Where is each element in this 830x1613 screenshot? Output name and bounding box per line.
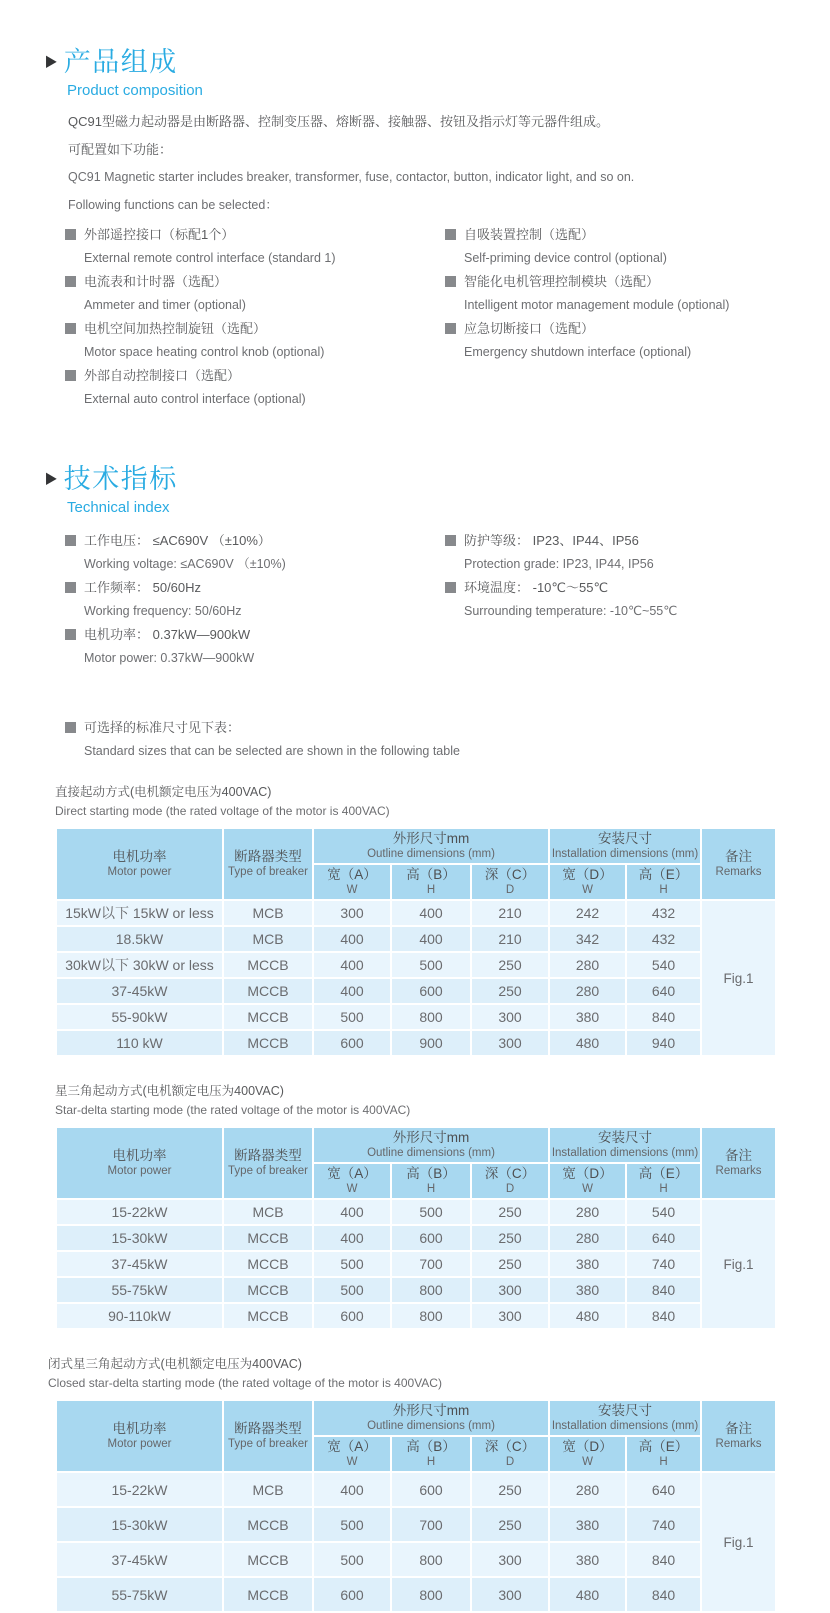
table-cell: MCCB — [223, 1030, 313, 1056]
section-title-en: Product composition — [67, 82, 203, 99]
table-row — [56, 1507, 776, 1542]
bullet-item — [65, 368, 445, 406]
table-cell: MCCB — [223, 1004, 313, 1030]
table-header-motor-power: 电机功率 Motor power — [56, 828, 223, 900]
table-cell: 640 — [626, 978, 701, 1004]
table-cell: 300 — [471, 1542, 549, 1577]
bullet-text-zh: 外部自动控制接口（选配） — [84, 368, 241, 383]
bullet-text-zh: 智能化电机管理控制模块（选配） — [464, 274, 660, 289]
table-cell: MCCB — [223, 1277, 313, 1303]
paragraph: QC91 Magnetic starter includes breaker, transformer, fuse, contactor, button, indicator light, and so on. — [68, 170, 635, 184]
table-cell: 37-45kW — [56, 978, 223, 1004]
table-cell: 30kW以下 30kW or less — [56, 952, 223, 978]
table-subheader: 宽（D） W — [549, 864, 626, 900]
table-cell: 840 — [626, 1303, 701, 1329]
table-cell: 400 — [313, 952, 391, 978]
bullet-text-zh: 应急切断接口（选配） — [464, 321, 595, 336]
table-row — [56, 1225, 776, 1251]
table-row — [56, 952, 776, 978]
square-bullet-icon — [65, 370, 76, 381]
bullet-item — [65, 274, 445, 312]
triangle-bullet-icon: ▶ — [46, 50, 57, 69]
dimensions-table-star-delta — [55, 1126, 777, 1330]
table-cell: 600 — [391, 1225, 471, 1251]
bullet-text-en: Intelligent motor management module (optional) — [464, 298, 730, 312]
caption-en: Star-delta starting mode (the rated voltage of the motor is 400VAC) — [55, 1103, 411, 1117]
table-subheader: 高（B） H — [391, 1163, 471, 1199]
note-en: Standard sizes that can be selected are shown in the following table — [84, 744, 460, 758]
table-cell: 110 kW — [56, 1030, 223, 1056]
bullet-text-zh: 外部遥控接口（标配1个） — [84, 227, 235, 242]
table-row — [56, 1251, 776, 1277]
section-title-zh: 技术指标 — [63, 464, 178, 494]
table-cell: 840 — [626, 1542, 701, 1577]
table-cell: 540 — [626, 952, 701, 978]
paragraph: Following functions can be selected： — [68, 198, 278, 212]
table-cell: 800 — [391, 1277, 471, 1303]
bullet-item — [65, 627, 445, 665]
table-remark-cell: Fig.1 — [701, 1199, 776, 1329]
table-cell: 840 — [626, 1277, 701, 1303]
table-cell: 800 — [391, 1303, 471, 1329]
table-cell: 500 — [313, 1004, 391, 1030]
table-cell: 840 — [626, 1577, 701, 1612]
bullet-item — [445, 274, 805, 312]
table-caption-closed-star-delta — [48, 1357, 830, 1390]
table-cell: 400 — [313, 1472, 391, 1507]
table-cell: 15-30kW — [56, 1225, 223, 1251]
table-cell: 342 — [549, 926, 626, 952]
table-cell: 432 — [626, 900, 701, 926]
caption-en: Closed star-delta starting mode (the rated voltage of the motor is 400VAC) — [48, 1376, 442, 1390]
square-bullet-icon — [445, 276, 456, 287]
table-cell: 37-45kW — [56, 1542, 223, 1577]
table-subheader: 宽（A） W — [313, 864, 391, 900]
table-cell: 940 — [626, 1030, 701, 1056]
table-cell: 800 — [391, 1542, 471, 1577]
table-cell: 800 — [391, 1004, 471, 1030]
table-cell: 300 — [471, 1577, 549, 1612]
square-bullet-icon — [65, 582, 76, 593]
table-header-motor-power: 电机功率 Motor power — [56, 1400, 223, 1472]
table-cell: 250 — [471, 978, 549, 1004]
square-bullet-icon — [65, 323, 76, 334]
table-subheader: 深（C） D — [471, 864, 549, 900]
table-header-breaker-type: 断路器类型 Type of breaker — [223, 828, 313, 900]
table-subheader: 宽（A） W — [313, 1436, 391, 1472]
table-cell: 380 — [549, 1542, 626, 1577]
table-cell: 500 — [391, 952, 471, 978]
triangle-bullet-icon: ▶ — [46, 467, 57, 486]
bullet-item — [65, 533, 445, 571]
table-row — [56, 926, 776, 952]
square-bullet-icon — [445, 582, 456, 593]
table-cell: MCB — [223, 926, 313, 952]
table-cell: 600 — [313, 1030, 391, 1056]
table-cell: 300 — [471, 1303, 549, 1329]
table-cell: 250 — [471, 952, 549, 978]
table-cell: 280 — [549, 952, 626, 978]
table-header-outline-dimensions: 外形尺寸mm Outline dimensions (mm) — [313, 1400, 549, 1436]
bullet-text-zh: 工作频率： 50/60Hz — [84, 580, 202, 595]
table-header-outline-dimensions: 外形尺寸mm Outline dimensions (mm) — [313, 828, 549, 864]
table-row — [56, 1199, 776, 1225]
bullet-text-en: External remote control interface (standard 1) — [84, 251, 336, 265]
table-subheader: 宽（D） W — [549, 1163, 626, 1199]
table-row — [56, 1030, 776, 1056]
table-cell: 480 — [549, 1303, 626, 1329]
table-cell: MCB — [223, 900, 313, 926]
table-header-row — [56, 1400, 776, 1436]
table-remark-cell: Fig.1 — [701, 1472, 776, 1612]
table-cell: 380 — [549, 1004, 626, 1030]
table-cell: 500 — [313, 1277, 391, 1303]
bullet-item — [65, 580, 445, 618]
table-subheader: 高（E） H — [626, 1163, 701, 1199]
table-cell: 300 — [471, 1004, 549, 1030]
bullet-item — [445, 321, 805, 359]
table-cell: 250 — [471, 1225, 549, 1251]
table-subheader: 高（B） H — [391, 1436, 471, 1472]
table-cell: 55-75kW — [56, 1277, 223, 1303]
square-bullet-icon — [65, 722, 76, 733]
table-cell: 600 — [313, 1303, 391, 1329]
table-cell: 300 — [471, 1030, 549, 1056]
table-cell: 15-30kW — [56, 1507, 223, 1542]
table-cell: 380 — [549, 1277, 626, 1303]
table-cell: 250 — [471, 1251, 549, 1277]
table-subheader: 深（C） D — [471, 1436, 549, 1472]
standard-sizes-note — [65, 720, 830, 758]
table-cell: 300 — [313, 900, 391, 926]
table-cell: MCCB — [223, 1542, 313, 1577]
table-cell: 250 — [471, 1507, 549, 1542]
feature-list — [65, 227, 830, 415]
square-bullet-icon — [445, 535, 456, 546]
square-bullet-icon — [65, 629, 76, 640]
table-caption-star-delta — [55, 1084, 830, 1117]
paragraph: 可配置如下功能： — [68, 142, 173, 157]
table-cell: 740 — [626, 1251, 701, 1277]
bullet-item — [445, 227, 805, 265]
table-row — [56, 1472, 776, 1507]
dimensions-table-closed-star-delta — [55, 1399, 777, 1613]
intro-paragraphs — [68, 114, 830, 213]
bullet-item — [65, 321, 445, 359]
table-cell: 18.5kW — [56, 926, 223, 952]
spec-list — [65, 533, 830, 674]
bullet-text-en: External auto control interface (optional) — [84, 392, 306, 406]
table-cell: 400 — [313, 1225, 391, 1251]
table-subheader: 宽（A） W — [313, 1163, 391, 1199]
table-cell: 500 — [313, 1507, 391, 1542]
bullet-text-en: Self-priming device control (optional) — [464, 251, 667, 265]
table-cell: 380 — [549, 1507, 626, 1542]
table-cell: 400 — [391, 926, 471, 952]
table-remark-cell: Fig.1 — [701, 900, 776, 1056]
table-cell: 640 — [626, 1225, 701, 1251]
table-subheader: 深（C） D — [471, 1163, 549, 1199]
bullet-text-en: Working frequency: 50/60Hz — [84, 604, 242, 618]
bullet-text-en: Motor space heating control knob (optional) — [84, 345, 325, 359]
table-cell: 55-75kW — [56, 1577, 223, 1612]
table-cell: 700 — [391, 1251, 471, 1277]
square-bullet-icon — [445, 229, 456, 240]
table-header-installation-dimensions: 安装尺寸 Installation dimensions (mm) — [549, 828, 701, 864]
bullet-item — [445, 533, 805, 571]
section-product-composition-header — [46, 0, 830, 99]
table-cell: 400 — [313, 978, 391, 1004]
bullet-text-zh: 电机功率： 0.37kW—900kW — [84, 627, 251, 642]
section-title-en: Technical index — [67, 499, 170, 516]
table-header-row — [56, 828, 776, 864]
feature-column-right — [445, 227, 805, 415]
table-cell: 280 — [549, 978, 626, 1004]
table-subheader: 高（B） H — [391, 864, 471, 900]
table-row — [56, 1277, 776, 1303]
table-row — [56, 1303, 776, 1329]
section-title-zh: 产品组成 — [63, 47, 178, 77]
table-cell: MCB — [223, 1472, 313, 1507]
section-technical-index-header — [46, 457, 830, 516]
caption-zh: 直接起动方式(电机额定电压为400VAC) — [55, 785, 272, 799]
table-header-installation-dimensions: 安装尺寸 Installation dimensions (mm) — [549, 1400, 701, 1436]
spec-column-right — [445, 533, 805, 674]
table-row — [56, 900, 776, 926]
table-row — [56, 1004, 776, 1030]
table-cell: 540 — [626, 1199, 701, 1225]
table-cell: 250 — [471, 1472, 549, 1507]
table-cell: 432 — [626, 926, 701, 952]
bullet-text-zh: 环境温度： -10℃～55℃ — [464, 580, 609, 595]
table-header-outline-dimensions: 外形尺寸mm Outline dimensions (mm) — [313, 1127, 549, 1163]
bullet-text-zh: 电流表和计时器（选配） — [84, 274, 228, 289]
table-cell: MCCB — [223, 1303, 313, 1329]
table-cell: 600 — [313, 1577, 391, 1612]
spec-column-left — [65, 533, 445, 674]
bullet-text-en: Working voltage: ≤AC690V （±10%) — [84, 557, 286, 571]
table-cell: 380 — [549, 1251, 626, 1277]
table-header-remarks: 备注 Remarks — [701, 1127, 776, 1199]
table-header-installation-dimensions: 安装尺寸 Installation dimensions (mm) — [549, 1127, 701, 1163]
table-subheader: 宽（D） W — [549, 1436, 626, 1472]
note-zh: 可选择的标准尺寸见下表： — [84, 720, 241, 735]
table-cell: MCCB — [223, 1225, 313, 1251]
table-cell: 480 — [549, 1577, 626, 1612]
table-cell: 800 — [391, 1577, 471, 1612]
caption-en: Direct starting mode (the rated voltage of the motor is 400VAC) — [55, 804, 390, 818]
table-cell: 400 — [313, 926, 391, 952]
square-bullet-icon — [65, 276, 76, 287]
table-cell: 15-22kW — [56, 1199, 223, 1225]
table-cell: 210 — [471, 926, 549, 952]
table-cell: 480 — [549, 1030, 626, 1056]
table-cell: 210 — [471, 900, 549, 926]
bullet-text-zh: 工作电压： ≤AC690V （±10%） — [84, 533, 271, 548]
feature-column-left — [65, 227, 445, 415]
table-row — [56, 978, 776, 1004]
table-row — [56, 1577, 776, 1612]
table-header-remarks: 备注 Remarks — [701, 828, 776, 900]
table-subheader: 高（E） H — [626, 864, 701, 900]
square-bullet-icon — [65, 229, 76, 240]
table-cell: 15kW以下 15kW or less — [56, 900, 223, 926]
bullet-text-en: Ammeter and timer (optional) — [84, 298, 246, 312]
table-cell: 500 — [313, 1542, 391, 1577]
table-subheader: 高（E） H — [626, 1436, 701, 1472]
table-header-remarks: 备注 Remarks — [701, 1400, 776, 1472]
square-bullet-icon — [65, 535, 76, 546]
table-cell: 15-22kW — [56, 1472, 223, 1507]
table-cell: 280 — [549, 1199, 626, 1225]
bullet-text-en: Motor power: 0.37kW—900kW — [84, 651, 255, 665]
table-header-row — [56, 1127, 776, 1163]
bullet-text-zh: 电机空间加热控制旋钮（选配） — [84, 321, 267, 336]
table-cell: MCCB — [223, 978, 313, 1004]
table-cell: 250 — [471, 1199, 549, 1225]
table-cell: 500 — [313, 1251, 391, 1277]
bullet-text-en: Surrounding temperature: -10℃~55℃ — [464, 604, 678, 618]
table-cell: 300 — [471, 1277, 549, 1303]
table-cell: MCCB — [223, 952, 313, 978]
table-caption-direct — [55, 785, 830, 818]
table-header-breaker-type: 断路器类型 Type of breaker — [223, 1127, 313, 1199]
square-bullet-icon — [445, 323, 456, 334]
table-cell: MCCB — [223, 1251, 313, 1277]
bullet-item — [445, 580, 805, 618]
table-cell: 400 — [313, 1199, 391, 1225]
table-cell: 640 — [626, 1472, 701, 1507]
table-cell: 600 — [391, 978, 471, 1004]
table-cell: 400 — [391, 900, 471, 926]
table-cell: 700 — [391, 1507, 471, 1542]
table-cell: 90-110kW — [56, 1303, 223, 1329]
table-cell: 900 — [391, 1030, 471, 1056]
table-cell: 37-45kW — [56, 1251, 223, 1277]
table-header-breaker-type: 断路器类型 Type of breaker — [223, 1400, 313, 1472]
table-cell: 740 — [626, 1507, 701, 1542]
table-row — [56, 1542, 776, 1577]
table-cell: 840 — [626, 1004, 701, 1030]
table-cell: 500 — [391, 1199, 471, 1225]
table-cell: MCB — [223, 1199, 313, 1225]
bullet-text-en: Protection grade: IP23, IP44, IP56 — [464, 557, 654, 571]
caption-zh: 闭式星三角起动方式(电机额定电压为400VAC) — [48, 1357, 302, 1371]
table-cell: 242 — [549, 900, 626, 926]
bullet-text-zh: 防护等级： IP23、IP44、IP56 — [464, 533, 639, 548]
bullet-text-en: Emergency shutdown interface (optional) — [464, 345, 692, 359]
caption-zh: 星三角起动方式(电机额定电压为400VAC) — [55, 1084, 284, 1098]
table-cell: MCCB — [223, 1507, 313, 1542]
paragraph: QC91型磁力起动器是由断路器、控制变压器、熔断器、接触器、按钮及指示灯等元器件组成。 — [68, 114, 609, 129]
dimensions-table-direct — [55, 827, 777, 1057]
table-cell: 55-90kW — [56, 1004, 223, 1030]
table-cell: 280 — [549, 1472, 626, 1507]
bullet-item — [65, 227, 445, 265]
table-cell: MCCB — [223, 1577, 313, 1612]
table-header-motor-power: 电机功率 Motor power — [56, 1127, 223, 1199]
table-cell: 280 — [549, 1225, 626, 1251]
table-cell: 600 — [391, 1472, 471, 1507]
bullet-text-zh: 自吸装置控制（选配） — [464, 227, 595, 242]
